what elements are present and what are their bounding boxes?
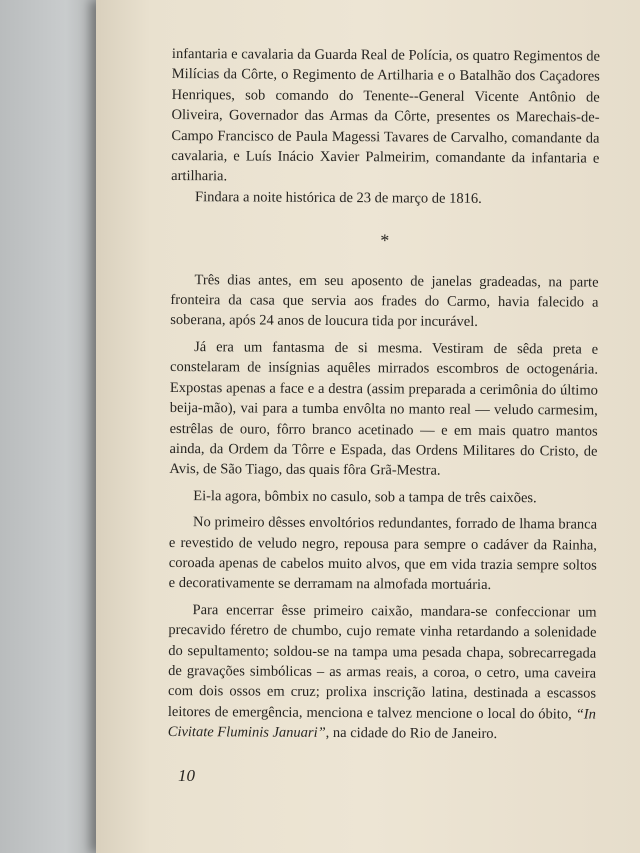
paragraph-ghost: Já era um fantasma de si mesma. Vestiram de sêda preta e constelaram de insígnias aquêles mirrados escombros de octogenária. Expostas apenas a face e a destra (assim preparada a cerimônia do último beija-mão), vai para a tumba envôlta no manto real — veludo carmesim, estrêlas de ouro, fôrro branco acetinado — e em mais quatro mantos ainda, da Ordem da Tôrre e Espada, das Ordens Militares do Cristo, de Avis, de São Tiago, das quais fôra Grã-Mestra. bbox=[169, 339, 599, 479]
latin-quote: “In Civitate Fluminis Januari” bbox=[167, 706, 596, 742]
paragraph-lead-coffin bbox=[168, 600, 597, 745]
paragraph-first-coffin: No primeiro dêsses envoltórios redundantes, forrado de lhama branca e revestido de veludo negro, repousa para sempre o cadáver da Rainha, coroada apenas de cabelos muito alvos, que em vida trazia sempre soltos e decorativamente se derramam na almofada mortuária. bbox=[168, 514, 598, 594]
background-surface bbox=[0, 0, 110, 853]
book-page bbox=[96, 0, 640, 853]
lead-coffin-text: Para encerrar êsse primeiro caixão, mandara-se confeccionar um precavido féretro de chumbo, cujo remate vinha retardando a solenidade do sepultamento; soldou-se na tampa uma pesada chapa, sobrecarregada de gravações simbólicas – as armas reais, a coroa, o cetro, uma caveira com dois ossos em cruz; prolixa inscrição latina, destinada a escassos leitores de emergência, menciona e talvez mencione o local do óbito, bbox=[167, 601, 597, 723]
paragraph-cocoon: Ei-la agora, bômbix no casulo, sob a tampa de três caixões. bbox=[193, 487, 537, 506]
lead-coffin-tail: , na cidade do Rio de Janeiro. bbox=[325, 725, 498, 743]
section-separator: * bbox=[380, 230, 390, 251]
paragraph-night-ended: Findara a noite histórica de 23 de março de 1816. bbox=[195, 188, 482, 207]
paragraph-continuation: infantaria e cavalaria da Guarda Real de Polícia, os quatro Regimentos de Milícias da Côrte, o Regimento de Artilharia e o Batalhão dos Caçadores Henriques, sob comando do Tenente--General Vicente Antônio de Oliveira, Governador das Armas da Côrte, presentes os Marechais-de-Campo Francisco de Paula Magessi Tavares de Carvalho, comandante da cavalaria, e Luís Inácio Xavier Palmeirim, comandante da infantaria e artilharia. bbox=[171, 45, 600, 185]
page-text bbox=[168, 44, 600, 745]
paragraph-three-days: Três dias antes, em seu aposento de janelas gradeadas, na parte fronteira da casa que servia aos frades do Carmo, havia falecido a soberana, após 24 anos de loucura tida por incurável. bbox=[170, 271, 599, 331]
page-number: 10 bbox=[178, 766, 195, 785]
